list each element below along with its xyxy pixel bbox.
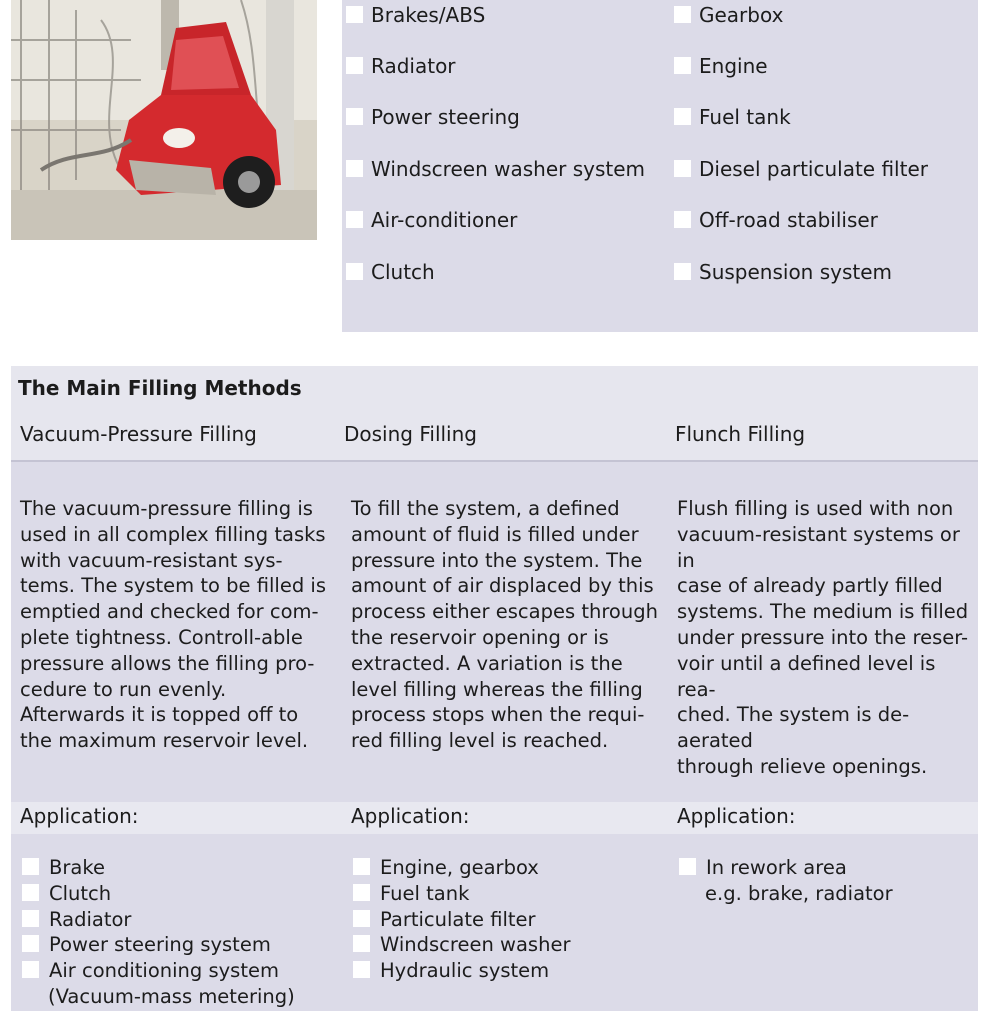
application-list-flunch [679,855,893,907]
checkbox[interactable] [674,160,691,177]
application-item[interactable] [22,881,295,907]
application-label: Brake [49,856,105,879]
application-item[interactable] [22,907,295,933]
system-label: Gearbox [699,3,784,27]
application-sublabel: e.g. brake, radiator [705,881,893,905]
system-item[interactable] [346,205,517,235]
checkbox[interactable] [346,57,363,74]
application-label: Windscreen washer [380,933,571,957]
checkbox[interactable] [674,108,691,125]
application-label: Air conditioning system [49,959,279,983]
system-label: Power steering [371,105,520,129]
checkbox[interactable] [353,884,370,901]
checkbox[interactable] [353,935,370,952]
checkbox[interactable] [674,57,691,74]
checkbox[interactable] [674,211,691,228]
application-item[interactable] [353,855,570,881]
checkbox[interactable] [674,263,691,280]
application-item[interactable] [353,932,570,958]
method-heading-flunch: Flunch Filling [675,422,806,446]
system-label: Fuel tank [699,105,791,129]
application-item[interactable] [22,932,295,958]
system-label: Off-road stabiliser [699,208,878,232]
checkbox[interactable] [353,961,370,978]
system-item[interactable] [346,257,435,287]
application-label-vacuum-pressure: Application: [20,804,139,828]
system-item[interactable] [346,0,485,30]
system-item[interactable] [674,205,878,235]
systems-checklist-panel [342,0,978,332]
checkbox[interactable] [22,858,39,875]
method-description-vacuum-pressure: The vacuum-pressure filling is used in all complex filling tasks with vacuum-resistant sys- tems. The system to be filled is emptied and checked for com- plete tightness. Controll-able pressure allows the filling pro- cedure to run evenly. Afterwards it is topped off to the maximum reservoir level. [20,497,326,753]
application-list-dosing [353,855,570,984]
application-sublabel: (Vacuum-mass metering) [48,984,295,1008]
checkbox[interactable] [346,263,363,280]
header-divider [11,460,978,462]
filling-methods-section [11,366,978,1011]
checkbox[interactable] [346,160,363,177]
checkbox[interactable] [22,961,39,978]
system-item[interactable] [346,154,645,184]
application-label: Hydraulic system [380,959,550,983]
checkbox[interactable] [353,910,370,927]
section-title: The Main Filling Methods [18,376,302,400]
application-label: Power steering system [49,933,271,957]
application-label: Particulate filter [380,907,536,931]
car-filling-photo [11,0,317,240]
system-label: Engine [699,54,768,78]
checkbox[interactable] [22,935,39,952]
checkbox[interactable] [346,6,363,23]
method-heading-vacuum-pressure: Vacuum-Pressure Filling [20,422,257,446]
application-item[interactable] [22,958,295,1010]
system-item[interactable] [674,0,783,30]
system-label: Brakes/ABS [371,3,486,27]
application-label: Engine, gearbox [380,856,539,879]
application-label-dosing: Application: [351,804,470,828]
application-item[interactable] [353,958,570,984]
method-description-flunch: Flush filling is used with non vacuum-resistant systems or in case of already partly filled systems. The medium is filled under pressure into the reser- voir until a defined level is rea- ched. The system is de-aerated through relieve openings. [677,497,969,778]
system-label: Clutch [371,260,435,284]
application-label: Radiator [49,907,132,931]
system-label: Suspension system [699,260,893,284]
system-label: Air-conditioner [371,208,518,232]
application-label: Clutch [49,881,112,905]
application-item[interactable] [22,855,295,881]
system-label: Diesel particulate filter [699,157,928,181]
system-item[interactable] [346,51,456,81]
checkbox[interactable] [674,6,691,23]
system-item[interactable] [674,154,928,184]
checkbox[interactable] [353,858,370,875]
system-label: Radiator [371,54,456,78]
system-item[interactable] [674,102,791,132]
application-item[interactable] [353,881,570,907]
checkbox[interactable] [346,108,363,125]
application-item[interactable] [679,855,893,907]
method-description-dosing: To fill the system, a defined amount of fluid is filled under pressure into the system. The amount of air displaced by this process either escapes through the reservoir opening or is extracted. A variation is the level filling whereas the filling process stops when the requi- red filling level is reached. [351,497,658,753]
application-item[interactable] [353,907,570,933]
checkbox[interactable] [679,858,696,875]
method-heading-dosing: Dosing Filling [344,422,477,446]
checkbox[interactable] [22,910,39,927]
system-item[interactable] [346,102,520,132]
system-item[interactable] [674,257,892,287]
application-list-vacuum-pressure [22,855,295,1010]
application-label: Fuel tank [380,881,470,905]
application-label: In rework area [706,856,847,879]
system-label: Windscreen washer system [371,157,646,181]
checkbox[interactable] [346,211,363,228]
application-label-flunch: Application: [677,804,796,828]
application-band [11,802,978,834]
checkbox[interactable] [22,884,39,901]
system-item[interactable] [674,51,768,81]
